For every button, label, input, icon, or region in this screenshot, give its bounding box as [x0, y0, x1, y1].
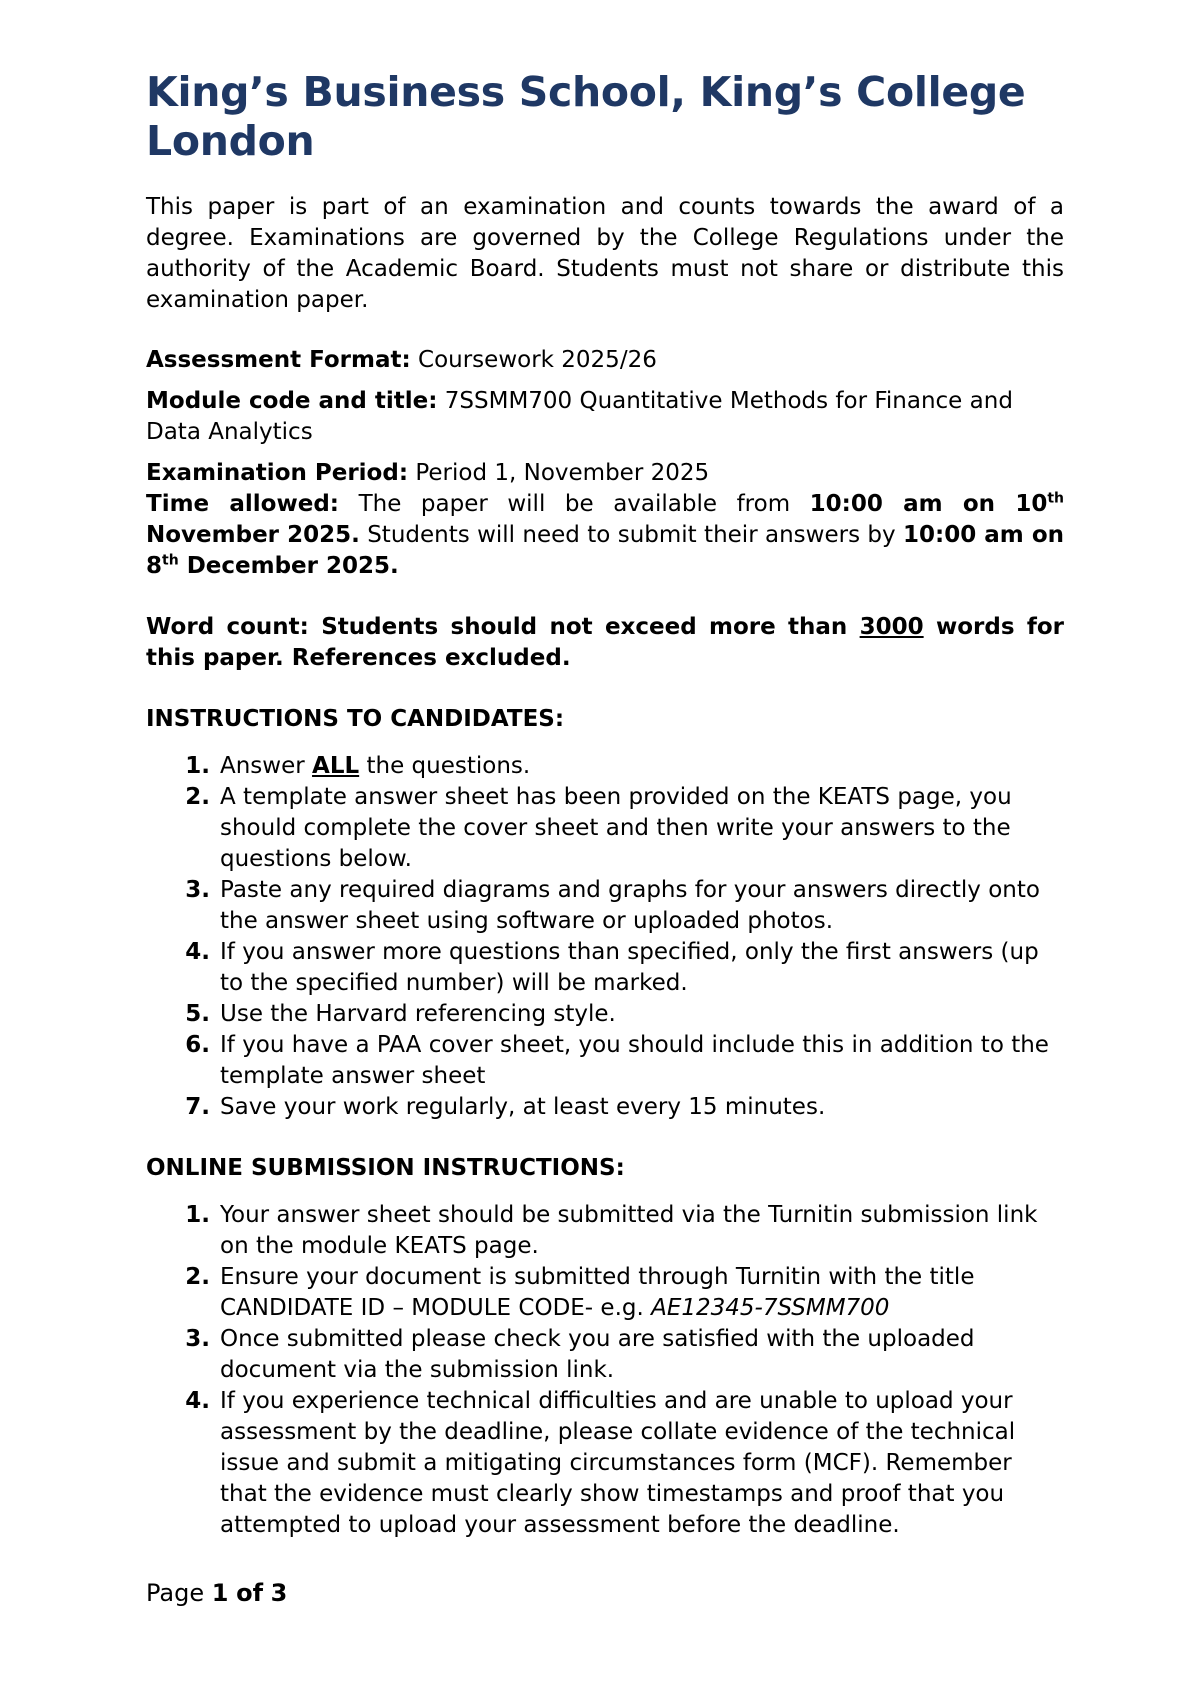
exam-period-value: Period 1, November 2025	[415, 460, 710, 487]
module-value: 7SSMM700 Quantitative Methods for Finance and Data Analytics	[146, 388, 1013, 446]
module-label: Module code and title:	[146, 388, 438, 415]
intro-paragraph: This paper is part of an examination and counts towards the award of a degree. Examinations are governed by the College Regulations under the authority of the Academic Board. Students must not share or distribute this examination paper.	[146, 194, 1064, 314]
assessment-format-label: Assessment Format:	[146, 347, 411, 374]
page-footer	[146, 1578, 287, 1608]
instructions-list	[146, 751, 1064, 1123]
exam-period-label: Examination Period:	[146, 460, 409, 487]
word-count-text-2: words for this paper. References excluded.	[146, 614, 1064, 672]
end-time-a: 10:00 am on 8	[146, 522, 1065, 580]
list-item: 1. Your answer sheet should be submitted via the Turnitin submission link on the module KEATS page.	[218, 1200, 1064, 1262]
instruction-1-pre: Answer	[220, 753, 305, 780]
list-item: 2. A template answer sheet has been provided on the KEATS page, you should complete the cover sheet and then write your answers to the questions below.	[218, 782, 1064, 875]
time-allowed-label: Time allowed:	[146, 491, 339, 518]
submission-2-example: AE12345-7SSMM700	[651, 1295, 890, 1322]
end-time-sup: th	[162, 552, 179, 569]
submission-2-text: Ensure your document is submitted through Turnitin with the title CANDIDATE ID – MODULE CODE- e.g.	[220, 1264, 975, 1322]
page-title: King’s Business School, King’s College London	[146, 68, 1026, 166]
list-item: 4. If you experience technical difficulties and are unable to upload your assessment by the deadline, please collate evidence of the technical issue and submit a mitigating circumstances form (MCF). Remember that the evidence must clearly show timestamps and proof that you attempted to upload your assessment before the deadline.	[218, 1386, 1064, 1541]
word-count	[146, 612, 1064, 674]
submission-heading: ONLINE SUBMISSION INSTRUCTIONS:	[146, 1155, 625, 1182]
list-item: 7. Save your work regularly, at least every 15 minutes.	[218, 1092, 1064, 1123]
word-count-label: Word count:	[146, 614, 309, 641]
footer-total-pages: 3	[270, 1579, 288, 1607]
start-time-sup: th	[1047, 490, 1064, 507]
assessment-format-value: Coursework 2025/26	[418, 347, 657, 374]
submit-text: Students will need to submit their answers by	[367, 522, 896, 549]
list-item: 3. Once submitted please check you are satisfied with the uploaded document via the submission link.	[218, 1324, 1064, 1386]
list-item: 5. Use the Harvard referencing style.	[218, 999, 1064, 1030]
list-item: 6. If you have a PAA cover sheet, you should include this in addition to the template answer sheet	[218, 1030, 1064, 1092]
list-item	[218, 1262, 1064, 1324]
footer-page-label: Page	[146, 1579, 205, 1607]
word-count-limit: 3000	[859, 614, 924, 641]
instruction-1-post: the questions.	[366, 753, 531, 780]
word-count-text: Students should not exceed more than	[321, 614, 848, 641]
list-item: 3. Paste any required diagrams and graphs for your answers directly onto the answer sheet using software or uploaded photos.	[218, 875, 1064, 937]
document-page	[146, 68, 1064, 1571]
footer-page-number: 1	[211, 1579, 229, 1607]
submission-list	[146, 1200, 1064, 1541]
list-item: 4. If you answer more questions than specified, only the first answers (up to the specified number) will be marked.	[218, 937, 1064, 999]
end-time-b: December 2025.	[186, 553, 399, 580]
assessment-format	[146, 345, 1064, 376]
module-code-title	[146, 386, 1064, 448]
footer-of-label: of	[236, 1579, 264, 1607]
start-time-a: 10:00 am on 10	[809, 491, 1048, 518]
instruction-1-emphasis: ALL	[312, 753, 360, 780]
examination-period	[146, 458, 1064, 489]
time-allowed-text: The paper will be available from	[358, 491, 791, 518]
instructions-heading: INSTRUCTIONS TO CANDIDATES:	[146, 706, 565, 733]
list-item	[218, 751, 1064, 782]
start-time-b: November 2025.	[146, 522, 360, 549]
time-allowed	[146, 489, 1064, 582]
